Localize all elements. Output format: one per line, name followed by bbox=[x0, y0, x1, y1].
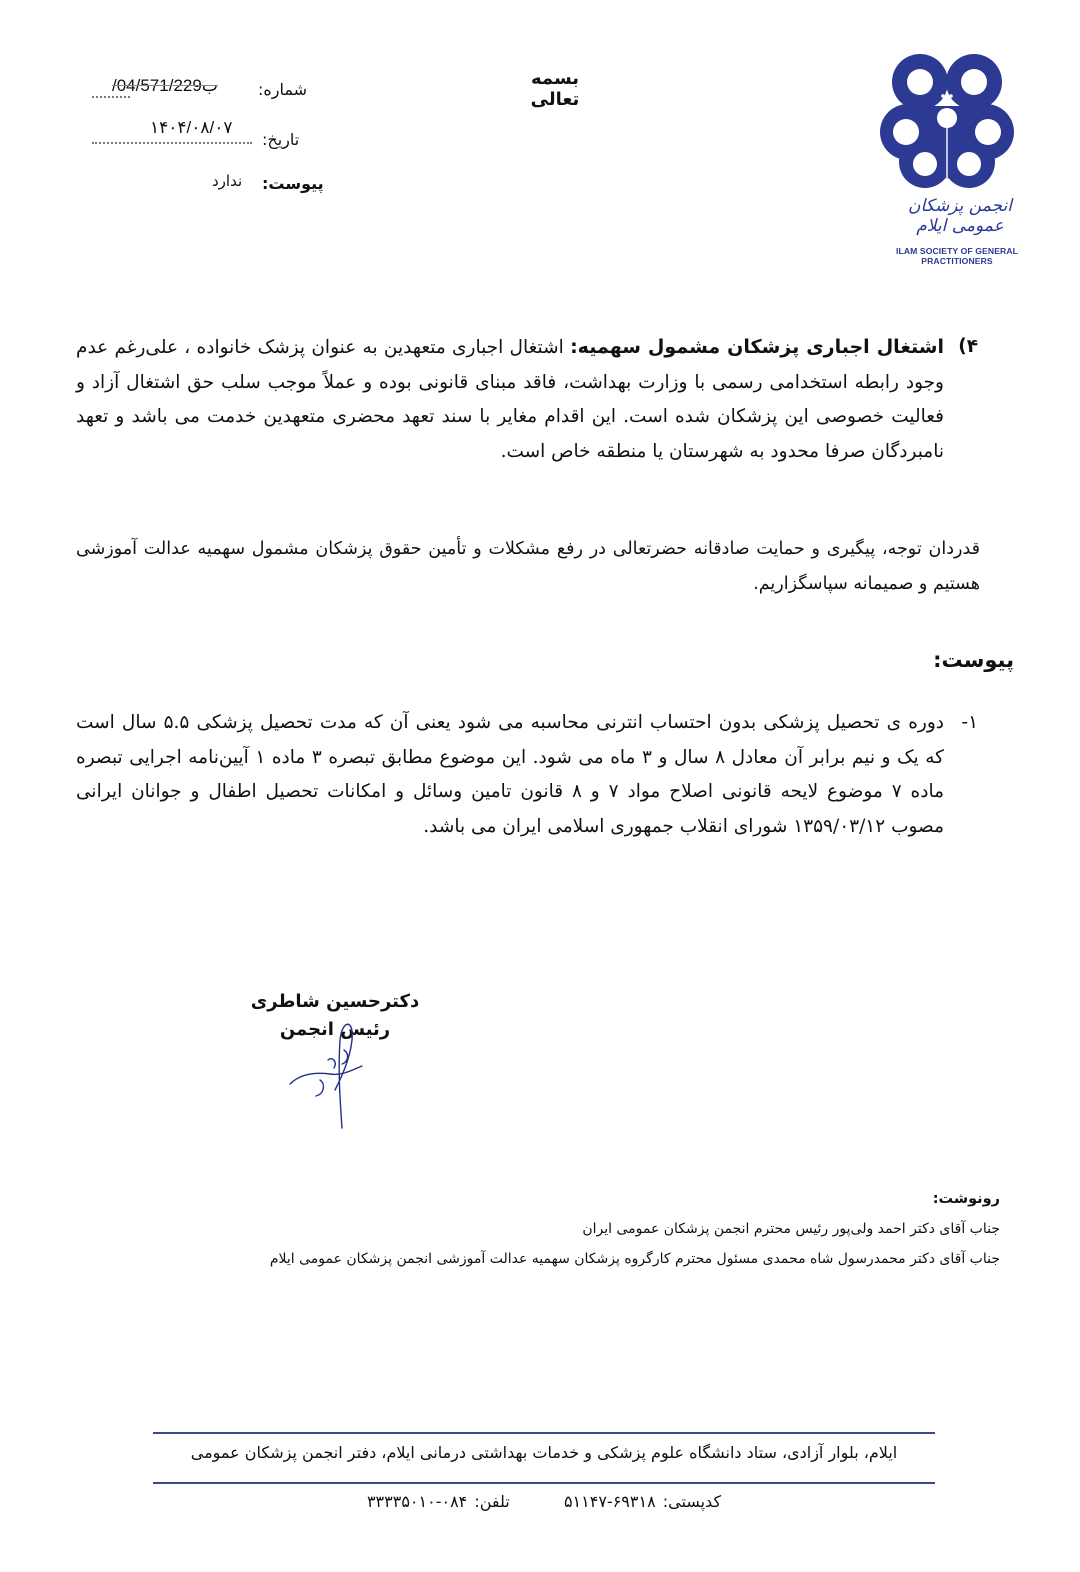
cc-block bbox=[270, 1184, 1000, 1274]
attachment-item-1-text: دوره ی تحصیل پزشکی بدون احتساب انترنی محاسبه می شود یعنی آن که مدت تحصیل پزشکی ۵.۵ سال است که یک و نیم برابر آن معادل ۸ سال و ۳ ماه می شود. این موضوع مطابق تبصره ۳ ماده ۱ آیین‌نامه اجرایی تبصره ماده ۷ موضوع لایحه قانونی اصلاح مواد ۷ و ۸ قانون تامین وسائل و امکانات تحصیل اطفال و جوانان ایرانی مصوب ۱۳۵۹/۰۳/۱۲ شورای انقلاب جمهوری اسلامی ایران می باشد. bbox=[76, 712, 944, 837]
item-4-paragraph bbox=[76, 330, 978, 469]
footer-address: ایلام، بلوار آزادی، ستاد دانشگاه علوم پزشکی و خدمات بهداشتی درمانی ایلام، دفتر انجمن پزشکان عمومی bbox=[190, 1443, 898, 1462]
item-4-text: اشتغال اجباری متعهدین به عنوان پزشک خانواده ، علی‌رغم عدم وجود رابطه استخدامی رسمی با وزارت بهداشت، فاقد مبنای قانونی بوده و عملاً موجب سلب حق اشتغال آزاد و فعالیت خصوصی این پزشکان شده است. این اقدام مغایر با سند تعهد محضری متعهدین خدمت می باشد و تعهد نامبردگان صرفا محدود به شهرستان یا منطقه خاص است. bbox=[76, 337, 944, 462]
phone-value: ۰۸۴-۳۳۳۳۵۰۱۰ bbox=[366, 1492, 468, 1511]
invocation: بسمه تعالی bbox=[530, 68, 580, 110]
signatory-name: دکترحسین شاطری bbox=[250, 991, 420, 1012]
postal-code-label: کدپستی: bbox=[662, 1492, 722, 1511]
attachment-heading: پیوست: bbox=[933, 648, 1014, 672]
date-label: تاریخ: bbox=[262, 130, 300, 149]
attachment-label: پیوست: bbox=[262, 174, 324, 193]
number-dots bbox=[92, 96, 130, 98]
phone-label: تلفن: bbox=[474, 1492, 510, 1511]
logo-name-en: ILAM SOCIETY OF GENERAL PRACTITIONERS bbox=[896, 246, 1018, 266]
cc-title: رونوشت: bbox=[932, 1191, 1000, 1207]
footer-rule-top bbox=[153, 1432, 935, 1434]
attachment-value: ندارد bbox=[212, 172, 243, 190]
cc-recipient: جناب آقای دکتر احمد ولی‌پور رئیس محترم انجمن پزشکان عمومی ایران bbox=[582, 1221, 1000, 1237]
date-dots bbox=[92, 142, 252, 144]
logo-name-fa: انجمن پزشکان عمومی ایلام bbox=[907, 196, 1012, 236]
postal-code-value: ۶۹۳۱۸-۵۱۱۴۷ bbox=[563, 1492, 656, 1511]
signatory-title: رئیس انجمن bbox=[279, 1019, 391, 1040]
footer-rule-bottom bbox=[153, 1482, 935, 1484]
item-4-title: اشتغال اجباری پزشکان مشمول سهمیه: bbox=[570, 336, 944, 358]
society-logo bbox=[880, 50, 1014, 190]
attachment-item-1-number: ۱- bbox=[961, 712, 978, 733]
footer-contact bbox=[153, 1492, 935, 1511]
number-label: شماره: bbox=[258, 80, 308, 99]
item-4-number: ۴) bbox=[958, 336, 978, 357]
number-value: /04/571/229ب bbox=[112, 76, 218, 95]
cc-recipient: جناب آقای دکتر محمدرسول شاه محمدی مسئول محترم کارگروه پزشکان سهمیه عدالت آموزشی انجمن پزشکان عمومی ایلام bbox=[269, 1251, 1000, 1267]
closing-paragraph: قدردان توجه، پیگیری و حمایت صادقانه حضرتعالی در رفع مشکلات و تأمین حقوق پزشکان مشمول سهمیه عدالت آموزشی هستیم و صمیمانه سپاسگزاریم. bbox=[76, 539, 980, 594]
handwritten-signature bbox=[280, 1010, 390, 1140]
attachment-item-1 bbox=[76, 706, 978, 844]
date-value: ۱۴۰۴/۰۸/۰۷ bbox=[150, 118, 233, 137]
